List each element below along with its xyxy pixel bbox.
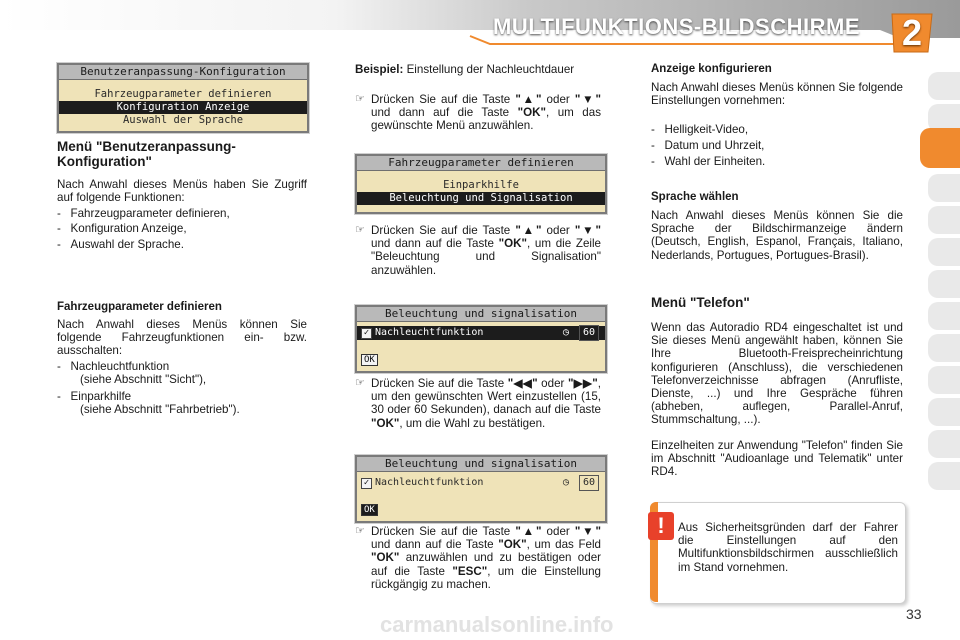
- heading-menu-telefon: Menü "Telefon": [651, 295, 750, 310]
- screen-title: Benutzeranpassung-Konfiguration: [59, 65, 307, 80]
- step-text: oder: [546, 93, 570, 106]
- pointing-hand-icon: ☞: [355, 525, 365, 537]
- row-label: Nachleuchtfunktion: [375, 477, 484, 488]
- step-text: und dann auf die Taste: [371, 237, 494, 251]
- key-ok: "OK": [498, 237, 528, 251]
- step-text: oder: [546, 224, 570, 237]
- key-forward: "▶▶": [567, 377, 598, 390]
- screen-line: Fahrzeugparameter definieren: [94, 88, 272, 100]
- list-item-text: Wahl der Einheiten.: [664, 155, 766, 168]
- step-text: Drücken Sie auf die Taste: [371, 525, 511, 538]
- clock-icon: ◷: [562, 327, 569, 338]
- side-tab-12[interactable]: [928, 430, 960, 458]
- ok-box-selected: OK: [361, 504, 378, 516]
- side-tab-4[interactable]: [928, 174, 960, 202]
- row-value: 60: [579, 475, 599, 491]
- screen-beleuchtung-ok: [355, 455, 607, 523]
- list-item: - Einparkhilfe: [57, 390, 132, 403]
- step-text: , um die Einstellung rückgängig zu machen.: [371, 564, 601, 591]
- side-tab-10[interactable]: [928, 366, 960, 394]
- pointing-hand-icon: ☞: [355, 224, 365, 236]
- list-item-text: Konfiguration Anzeige,: [70, 222, 187, 235]
- checkbox-icon: ✓: [361, 328, 372, 339]
- page-title: MULTIFUNKTIONS-BILDSCHIRME: [493, 14, 860, 39]
- paragraph: Einzelheiten zur Anwendung "Telefon" finden Sie im Abschnitt "Audioanlage und Telematik" unter RD4.: [651, 439, 903, 479]
- list-item-sub: (siehe Abschnitt "Sicht"),: [80, 373, 207, 386]
- step-text: Drücken Sie auf die Taste: [371, 224, 511, 237]
- list-item-text: Auswahl der Sprache.: [70, 238, 184, 251]
- heading-sprache-waehlen: Sprache wählen: [651, 191, 739, 203]
- side-tab-9[interactable]: [928, 334, 960, 362]
- side-tab-active[interactable]: [920, 128, 960, 168]
- step-text: oder: [546, 525, 570, 538]
- key-esc: "ESC": [452, 564, 488, 578]
- step-text: Drücken Sie auf die Taste: [371, 93, 511, 106]
- paragraph: Nach Anwahl dieses Menüs können Sie die Sprache der Bildschirmanzeige ändern (Deutsch, English, Espanol, Français, Italiano, Nederlands, Portugues, Portugues-Brasil).: [651, 209, 903, 262]
- screen-title: Beleuchtung und signalisation: [357, 307, 605, 322]
- list-item-text: Fahrzeugparameter definieren,: [70, 207, 230, 220]
- side-tab-13[interactable]: [928, 462, 960, 490]
- step-text: anzuwählen und zu bestätigen oder auf die Taste: [371, 551, 601, 578]
- safety-note-text: Aus Sicherheitsgründen darf der Fahrer die Einstellungen auf den Multifunktionsbildschirmen ausschließlich im Stand vornehmen.: [678, 521, 898, 574]
- screen-title: Beleuchtung und signalisation: [357, 457, 605, 472]
- paragraph: Wenn das Autoradio RD4 eingeschaltet ist und Sie dieses Menü angewählt haben, können Sie Ihre Bluetooth-Freisprecheinrichtung konfigurieren (Anschluss), die verschiedenen Telefonverzeichnisse abfragen (Anrufliste, Dienste, ...) und Ihre Gespräche führen (abheben, auflegen, Parallel-Anruf, Stummschaltung, ...).: [651, 321, 903, 427]
- key-ok: "OK": [498, 538, 527, 552]
- key-ok: "OK": [371, 416, 400, 430]
- screen-title: Fahrzeugparameter definieren: [357, 156, 605, 171]
- step-4: [355, 525, 604, 591]
- step-text: , um die Zeile "Beleuchtung und Signalisation" anzuwählen.: [371, 237, 601, 277]
- heading-fahrzeugparameter: Fahrzeugparameter definieren: [57, 301, 222, 313]
- step-text: oder: [541, 377, 565, 390]
- side-tab-8[interactable]: [928, 302, 960, 330]
- screen-beleuchtung-selected: [355, 305, 607, 373]
- key-up: "▲": [515, 224, 542, 237]
- heading-anzeige-konfigurieren: Anzeige konfigurieren: [651, 63, 772, 75]
- list-item: - Nachleuchtfunktion: [57, 360, 170, 373]
- list-item: - Wahl der Einheiten.: [651, 155, 766, 168]
- key-up: "▲": [515, 93, 542, 106]
- chapter-number: 2: [901, 12, 923, 53]
- example-text: Einstellung der Nachleuchtdauer: [406, 63, 575, 76]
- pointing-hand-icon: ☞: [355, 377, 365, 389]
- screen-fahrzeugparameter: [355, 154, 607, 214]
- page-number: 33: [906, 606, 922, 622]
- step-2: [355, 224, 604, 277]
- screen-row-selected: [357, 326, 605, 340]
- pointing-hand-icon: ☞: [355, 93, 365, 105]
- key-rewind: "◀◀": [507, 377, 538, 390]
- list-item-text: Datum und Uhrzeit,: [664, 139, 765, 152]
- example-paragraph: [355, 63, 604, 76]
- side-tab-1[interactable]: [928, 72, 960, 100]
- step-text: Drücken Sie auf die Taste: [371, 377, 505, 390]
- ok-box: OK: [361, 354, 378, 366]
- heading-menu-benutzeranpassung: Menü "Benutzeranpassung-Konfiguration": [57, 139, 236, 169]
- screen-row: [357, 476, 605, 490]
- step-text: , um die Wahl zu bestätigen.: [399, 416, 546, 430]
- list-item: - Konfiguration Anzeige,: [57, 222, 187, 235]
- screen-line-selected: Konfiguration Anzeige: [59, 101, 307, 114]
- checkbox-icon: ✓: [361, 478, 372, 489]
- key-down: "▼": [574, 525, 601, 538]
- step-text: , um den gewünschten Wert einzustellen (15, 30 oder 60 Sekunden), danach auf die Taste: [371, 377, 602, 417]
- example-label: Beispiel:: [355, 63, 404, 76]
- row-label: Nachleuchtfunktion: [375, 327, 484, 338]
- screen-benutzeranpassung: [57, 63, 309, 133]
- side-tab-11[interactable]: [928, 398, 960, 426]
- watermark: carmanualsonline.info: [380, 612, 614, 637]
- paragraph: Nach Anwahl dieses Menüs können Sie folgende Einstellungen vornehmen:: [651, 81, 903, 108]
- list-item-text: Helligkeit-Video,: [664, 123, 749, 136]
- clock-icon: ◷: [562, 477, 569, 488]
- side-tab-6[interactable]: [928, 238, 960, 266]
- list-item-text: Nachleuchtfunktion: [70, 360, 170, 373]
- step-text: , um das Feld: [526, 538, 601, 552]
- list-item-text: Einparkhilfe: [70, 390, 132, 403]
- list-item: - Helligkeit-Video,: [651, 123, 749, 136]
- warning-icon: !: [648, 512, 674, 540]
- key-down: "▼": [574, 224, 601, 237]
- step-text: und dann auf die Taste: [371, 538, 494, 552]
- paragraph: Nach Anwahl dieses Menüs haben Sie Zugriff auf folgende Funktionen:: [57, 178, 307, 205]
- list-item: - Datum und Uhrzeit,: [651, 139, 765, 152]
- step-text: und dann auf die Taste: [371, 106, 510, 120]
- side-tab-5[interactable]: [928, 206, 960, 234]
- side-tab-7[interactable]: [928, 270, 960, 298]
- screen-line-selected: Beleuchtung und Signalisation: [357, 192, 605, 205]
- step-1: [355, 93, 604, 133]
- key-up: "▲": [515, 525, 542, 538]
- step-text: , um das gewünschte Menü anzuwählen.: [371, 106, 601, 133]
- key-ok: "OK": [517, 106, 547, 120]
- key-down: "▼": [574, 93, 601, 106]
- list-item: - Fahrzeugparameter definieren,: [57, 207, 230, 220]
- list-item: - Auswahl der Sprache.: [57, 238, 184, 251]
- key-ok-field: "OK": [371, 551, 400, 565]
- row-value: 60: [579, 325, 599, 341]
- screen-line: Auswahl der Sprache: [122, 114, 244, 126]
- list-item-sub: (siehe Abschnitt "Fahrbetrieb").: [80, 403, 240, 416]
- screen-line: Einparkhilfe: [443, 179, 519, 191]
- paragraph: Nach Anwahl dieses Menüs können Sie folgende Fahrzeugfunktionen ein- bzw. ausschalten:: [57, 318, 307, 358]
- step-3: [355, 377, 604, 430]
